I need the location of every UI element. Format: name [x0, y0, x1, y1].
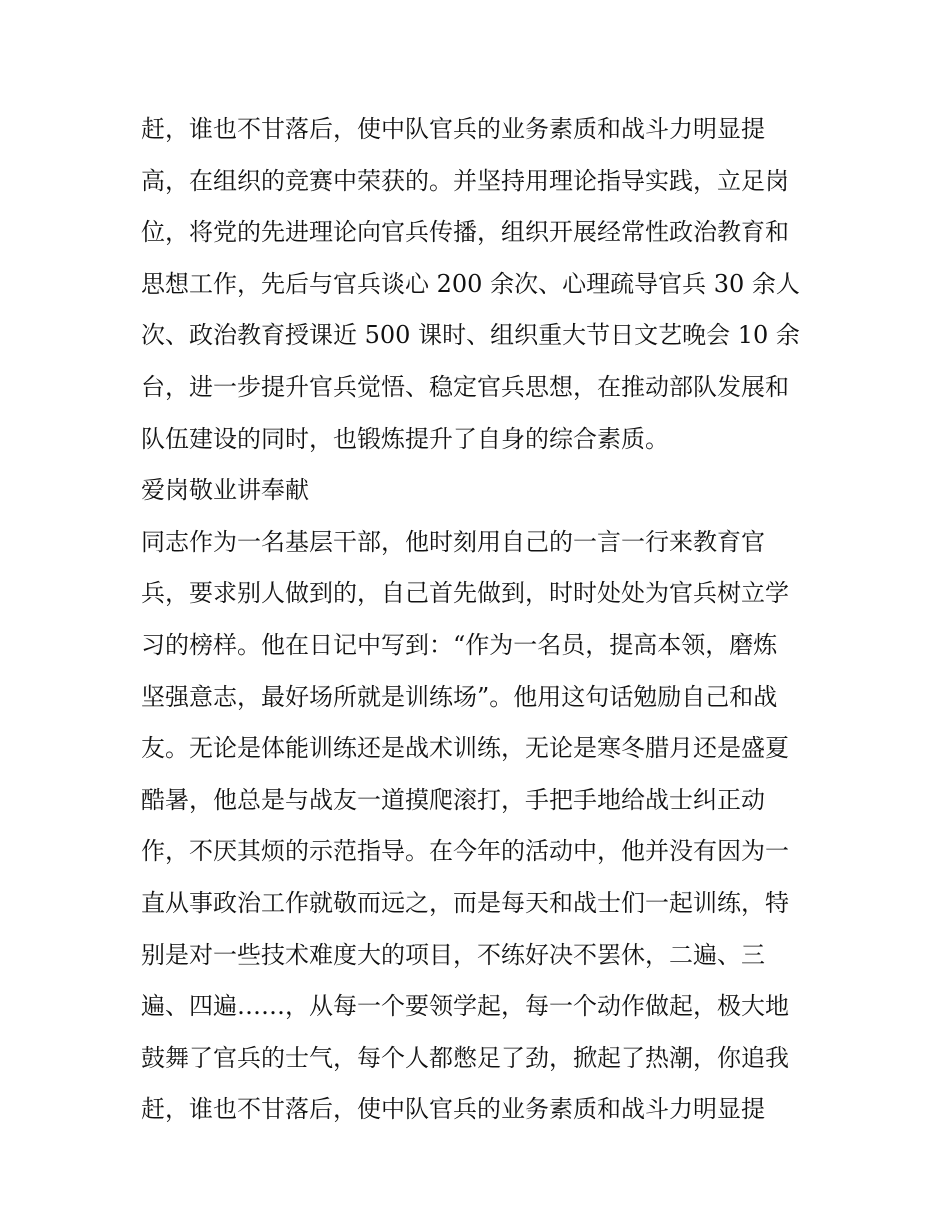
text-line: 思想工作，先后与官兵谈心 200 余次、心理疏导官兵 30 余人: [141, 269, 800, 298]
text-line: 高，在组织的竞赛中荣获的。并坚持用理论指导实践，立足岗: [141, 166, 789, 195]
document-body: [141, 104, 821, 1136]
text-line: 队伍建设的同时，也锻炼提升了自身的综合素质。: [141, 424, 669, 453]
section-heading: 爱岗敬业讲奉献: [141, 476, 309, 505]
text-line: 兵，要求别人做到的，自己首先做到，时时处处为官兵树立学: [141, 579, 789, 608]
text-line: 赶，谁也不甘落后，使中队官兵的业务素质和战斗力明显提: [141, 1095, 765, 1124]
text-line: 同志作为一名基层干部，他时刻用自己的一言一行来教育官: [141, 527, 765, 556]
text-line: 遍、四遍……，从每一个要领学起，每一个动作做起，极大地: [141, 992, 789, 1021]
text-line: 习的榜样。他在日记中写到：“作为一名员，提高本领，磨炼: [141, 630, 778, 659]
text-line: 次、政治教育授课近 500 课时、组织重大节日文艺晚会 10 余: [141, 321, 800, 350]
text-line: 直从事政治工作就敬而远之，而是每天和战士们一起训练，特: [141, 888, 789, 917]
text-line: 别是对一些技术难度大的项目，不练好决不罢休，二遍、三: [141, 940, 765, 969]
text-line: 坚强意志，最好场所就是训练场”。他用这句话勉励自己和战: [141, 682, 778, 711]
text-line: 作，不厌其烦的示范指导。在今年的活动中，他并没有因为一: [141, 837, 789, 866]
text-line: 台，进一步提升官兵觉悟、稳定官兵思想，在推动部队发展和: [141, 372, 789, 401]
text-line: 赶，谁也不甘落后，使中队官兵的业务素质和战斗力明显提: [141, 115, 765, 143]
text-line: 酷暑，他总是与战友一道摸爬滚打，手把手地给战士纠正动: [141, 785, 765, 814]
text-line: 友。无论是体能训练还是战术训练，无论是寒冬腊月还是盛夏: [141, 734, 789, 763]
text-line: 鼓舞了官兵的士气，每个人都憋足了劲，掀起了热潮，你追我: [141, 1043, 789, 1072]
text-line: 位，将党的先进理论向官兵传播，组织开展经常性政治教育和: [141, 218, 789, 247]
